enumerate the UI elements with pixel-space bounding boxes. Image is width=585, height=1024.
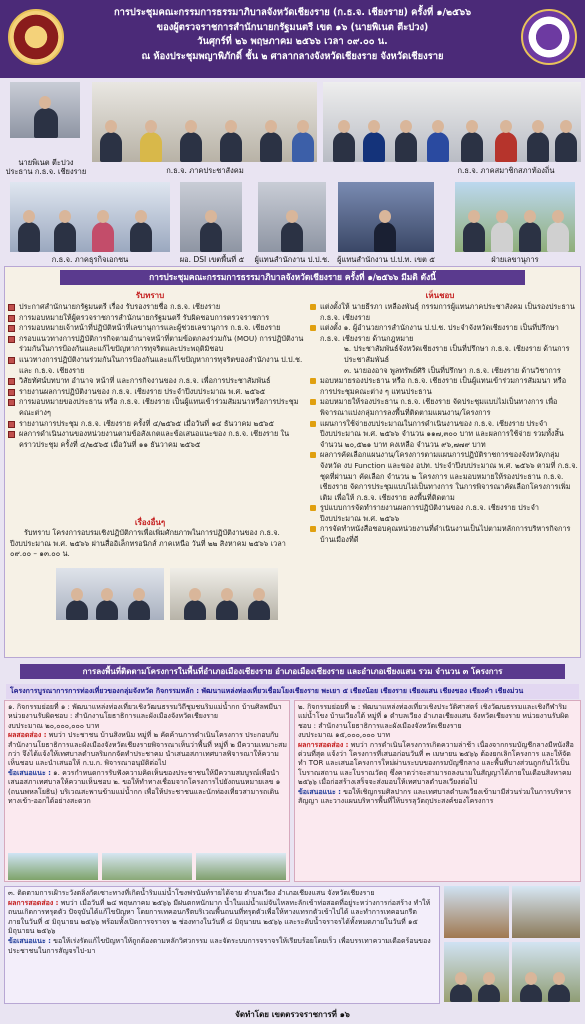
projects-bar: การลงพื้นที่ติดตามโครงการในพื้นที่อำเภอเมืองเชียงราย อำเภอเมืองเชียงราย และอำเภอเชียงแสน รวม จำนวน ๓ โครงการ [20, 664, 565, 679]
acknowledge-item: วิสัยทัศน์บทบาท อำนาจ หน้าที่ และการกิจงานของ ก.ธ.จ. เพื่อการประชาสัมพันธ์ [8, 376, 304, 387]
approve-item: แต่งตั้งให้ นายธีรภา เหลืองพันธุ์ กรรมการผู้แทนภาคประชาสังคม เป็นรองประธาน ก.ธ.จ. เชียงราย [310, 302, 578, 323]
acknowledge-item: รายงานผลการปฏิบัติงานของ ก.ธ.จ. เชียงราย ประจำปีงบประมาณ พ.ศ. ๒๕๖๕ [8, 387, 304, 398]
project-1-result: ผลสอดส่อง : พบว่า ประชาชน บ้านสิงหนิม หมู่ที่ ๒ คัดค้านการดำเนินโครงการ ประกอบกับสำนักงานโยธาธิการและผังเมืองจังหวัดเชียงรายพิจารณาเห็นว่าพื้นที่ หมู่ที่ ๒ มีความเหมาะสมกว่า จึงได้แจ้งให้เทศบาลตำบลริมกกจัดทำประชาคม นำเสนอสภาเทศบาลพิจารณาให้ความเห็นชอบ และนำเสนอให้ ก.บ.ก. พิจารณาอนุมัติต่อไป [8, 731, 288, 768]
acknowledge-item: กรอบแนวทางการปฏิบัติการกิจตามอำนาจหน้าที่ตามข้อตกลงร่วมกัน (MOU) การปฏิบัติงานร่วมกันในการป้องกันและแก้ไขปัญหาการทุจริตและประพฤติมิชอบ [8, 334, 304, 355]
project-3-suggest: ข้อเสนอแนะ : ขอให้เร่งรัดแก้ไขปัญหาให้ถูกต้องตามหลักวิศวกรรม และจัดระบบการจราจรให้เรียบร้อยโดยเร็ว เพื่อบรรเทาความเดือดร้อนของประชาชนในการสัญจรไป-มา [8, 936, 431, 955]
project-2-budget: งบประมาณ ๑๕,๐๐๐,๐๐๐ บาท [298, 731, 391, 740]
approve-title: เห็นชอบ [425, 291, 455, 300]
project-3-title: ๓. ติดตามการเฝ้าระวังตลิ่งกัดเซาะทางที่เกิดน้ำริมแม่น้ำโขงฟรนันท์รายได้จาย ตำบลเวียง อำเภอเชียงแสน จังหวัดเชียงราย [8, 889, 375, 897]
photo-site-1b [102, 853, 192, 880]
other-text: รับทราบ โครงการอบรมเชิงปฏิบัติการเพื่อเพิ่มศักยภาพในการปฏิบัติงานของ ก.ธ.จ. ปีงบประมาณ พ.ศ. ๒๕๖๖ ผ่านสื่ออิเล็กทรอนิกส์ ภาคเหนือ วันที่ ๒๒ สิงหาคม ๒๕๖๖ เวลา ๐๙.๐๐ – ๑๓.๐๐ น. [10, 528, 286, 559]
photo-site-3b [512, 886, 580, 938]
approve-list [310, 302, 578, 546]
photo-dsi [180, 182, 242, 252]
caption-social: ก.ธ.จ. ภาคประชาสังคม [166, 166, 244, 175]
photo-training-2 [170, 568, 278, 620]
caption-private: ก.ธ.จ. ภาคธุรกิจเอกชน [51, 255, 129, 264]
photo-ppt [258, 182, 326, 252]
project-1-title: ๑. กิจกรรมย่อยที่ ๑ : พัฒนาแหล่งท่องเที่ยวเชิงวัฒนธรรมวิถีชุมชนริมแม่น้ำกก บ้านศิลพมีนา หน่วยงานรับผิดชอบ : สำนักงานโยธาธิการและผังเมืองจังหวัดเชียงราย [8, 703, 282, 721]
photo-local [323, 82, 581, 162]
project-2-title: ๒. กิจกรรมย่อยที่ ๒ : พัฒนาแหล่งท่องเที่ยวเชิงประวัติศาสตร์ เชิงวัฒนธรรมและเชิงกีฬาริมแม่น้ำโขง บ้านเวียงใต้ หมู่ที่ ๑ ตำบลเวียง อำเภอเชียงแสน จังหวัดเชียงราย หน่วยงานรับผิดชอบ : สำนักงานโยธาธิการและผังเมืองจังหวัดเชียงราย [298, 703, 569, 730]
photo-social [92, 82, 317, 162]
acknowledge-item: ผลการดำเนินงานของหน่วยงานตามข้อสังเกตและข้อเสนอแนะของ ก.ธ.จ. เชียงราย ในคราวประชุม ครั้งที่ ๔/๒๕๖๕ เมื่อวันที่ ๑๑ ธันวาคม ๒๕๖๕ [8, 429, 304, 450]
acknowledge-item: แนวทางการปฏิบัติงานร่วมกันในการป้องกันและแก้ไขปัญหาการทุจริตของสำนักงาน ป.ป.ช. และ ก.ธ.จ. เชียงราย [8, 355, 304, 376]
header-line-1: การประชุมคณะกรรมการธรรมาภิบาลจังหวัดเชียงราย (ก.ธ.จ. เชียงราย) ครั้งที่ ๑/๒๕๖๖ [113, 7, 472, 18]
approve-item: แผนการใช้จ่ายงบประมาณในการดำเนินงานของ ก.ธ.จ. เชียงราย ประจำปีงบประมาณ พ.ศ. ๒๕๖๖ จำนวน ๑๑๗,๓๐๐ บาท และผลการใช้จ่าย รวมทั้งสิ้น จำนวน ๒๐,๕๒๑ บาท คงเหลือ จำนวน ๙๖,๗๗๙ บาท [310, 419, 578, 451]
approve-item: การจัดทำหนังสือชอบคุณหน่วยงานที่ดำเนินงานเป็นไปตามหลักการบริหารกิจการบ้านเมืองที่ดี [310, 524, 578, 545]
caption-local: ก.ธ.จ. ภาคสมาชิกสภาท้องถิ่น [457, 166, 555, 175]
approve-item: มอบหมายให้รองประธาน ก.ธ.จ. เชียงราย จัดประชุมแบบไม่เป็นทางการ เพื่อพิจารณาแบ่งกลุ่มการลงพื้นที่ติดตามแผนงาน/โครงการ [310, 397, 578, 418]
photo-site-3d [512, 942, 580, 1002]
acknowledge-title: รับทราบ [135, 291, 165, 300]
photo-site-1c [196, 853, 286, 880]
project-1-suggest: ข้อเสนอแนะ : ๑. ควรกำหนดการรับฟังความคิดเห็นของประชาชนให้มีความสมบูรณ์เพื่อนำเสนอสภาเทศบาลให้ความเห็นชอบ ๒. ขอให้ทำทางเชื่อมจากโครงการไปยังถนนหมายเลข ๑ (ถนนพหลโยธิน) บริเวณสะพานข้ามแม่น้ำกก เพื่อให้ประชาชนและนักท่องเที่ยวสามารถเดินทางเข้า-ออกได้อย่างสะดวก [8, 768, 281, 806]
approve-item: ผลการคัดเลือกแผนงาน/โครงการตามแผนการปฏิบัติราชการของจังหวัด/กลุ่มจังหวัด งบ Function และของ อปท. ประจำปีงบประมาณ พ.ศ. ๒๕๖๖ ตามที่ ก.ธ.จ. ชุดที่ผ่านมา คัดเลือก จำนวน ๒ โครงการ และมอบหมายให้รองประธาน ก.ธ.จ. เชียงราย จัดการประชุมแบบไม่เป็นทางการ ในการพิจารณาคัดเลือกโครงการเพิ่มเติม เพื่อให้ ก.ธ.จ. เชียงราย ลงพื้นที่ติดตาม [310, 450, 578, 503]
photo-private [10, 182, 170, 252]
caption-dsi: ผอ. DSI เขตพื้นที่ ๕ [179, 255, 245, 264]
photo-ppt2 [338, 182, 434, 252]
project-2-suggest: ข้อเสนอแนะ : ขอให้เชิญกรมศิลปากร และเทศบาลตำบลเวียงเข้ามามีส่วนร่วมในการบริหารสัญญา และวางแผนบริหารพื้นที่ให้บรรลุวัตถุประสงค์ของโครงการ [298, 787, 572, 806]
footer-credit: จัดทำโดย เขตตรวจราชการที่ ๑๖ [235, 1010, 350, 1019]
acknowledge-item: การมอบหมายของประธาน หรือ ก.ธ.จ. เชียงราย เป็นผู้แทนเข้าร่วมสัมมนาหรือการประชุมคณะต่างๆ [8, 397, 304, 418]
acknowledge-list [8, 302, 304, 450]
projects-subtitle: โครงการบูรณาการการท่องเที่ยวของกลุ่มจังหวัด กิจกรรมหลัก : พัฒนาแหล่งท่องเที่ยวเชื่อมโยงเชียงราย พะเยา ๕ เชียงน้อย เชียงราย เชียงแสน เชียงของ เชียงคำ เชียงม่วน [6, 684, 579, 699]
header-banner [0, 0, 585, 78]
project-2-result: ผลการสอดส่อง : พบว่า การดำเนินโครงการเกิดความล่าช้า เนื่องจากกรมบัญชีกลางมีหนังสือด่วนที่สุด แจ้งว่า โครงการที่เสนอก่อนวันที่ ๓ เมษายน ๒๕๖๖ ต้องยกเลิกโครงการ และให้จัดทำ TOR และเสนอโครงการใหม่ผ่านระบบของกรมบัญชีกลาง และพื้นที่บางส่วนถูกกันไว้เป็นโบราณสถาน และโบราณวัตถุ ซึ่งคาดว่าจะสามารถลงนามในสัญญาได้ภายในเดือนสิงหาคม ๒๕๖๖ เมื่อก่อสร้างเสร็จจะส่งมอบให้เทศบาลตำบลเวียงต่อไป [298, 740, 574, 787]
other-title: เรื่องอื่นๆ [134, 518, 166, 527]
project-3-text [8, 889, 436, 956]
project-3-result: ผลการสอดส่อง : พบว่า เมื่อวันที่ ๒๔ พฤษภาคม ๒๕๖๖ มีฝนตกหนักมาก น้ำในแม่น้ำแม่จันไหลทะลักเข้าท่อสอดที่อยู่ระหว่างการก่อสร้าง ทำให้ถนนเกิดการทรุดตัว ปัจจุบันได้แก้ไขปัญหา โดยการเทคอนกรีตบริเวณพื้นถนนที่ทรุดตัวเพื่อให้ทางแทรกตัวเข้าไปได้ และทำการเทคอนกรีตภายในวันที่ ๕ มิถุนายน ๒๕๖๖ พร้อมทั้งเปิดการจราจร ๒ ช่องทางในวันที่ ๘ มิถุนายน ๒๕๖๖ และระดับน้ำจราจรได้ทั้งหมดภายในวันที่ ๑๕ มิถุนายน ๒๕๖๖ [8, 898, 431, 936]
acknowledge-item: การมอบหมายเจ้าหน้าที่ปฏิบัติหน้าที่เลขานุการและผู้ช่วยเลขานุการ ก.ธ.จ. เชียงราย [8, 323, 304, 334]
photo-secretary [455, 182, 575, 252]
photo-training-1 [56, 568, 164, 620]
project-2-text [298, 703, 578, 806]
photo-site-3c [444, 942, 509, 1002]
approve-item: รูปแบบการจัดทำรายงานผลการปฏิบัติงานของ ก.ธ.จ. เชียงราย ประจำปีงบประมาณ พ.ศ. ๒๕๖๖ [310, 503, 578, 524]
caption-secretary: ฝ่ายเลขานุการ [491, 255, 539, 264]
header-line-3: วันศุกร์ที่ ๒๖ พฤษภาคม ๒๕๖๖ เวลา ๐๙.๐๐ น. [197, 36, 388, 47]
header-line-4: ณ ห้องประชุมพญาพิภักดิ์ ชั้น ๒ ศาลากลางจังหวัดเชียงราย จังหวัดเชียงราย [141, 50, 444, 62]
acknowledge-item: รายงานการประชุม ก.ธ.จ. เชียงราย ครั้งที่ ๔/๒๕๖๕ เมื่อวันที่ ๑๔ ธันวาคม ๒๕๖๕ [8, 419, 304, 430]
approve-item: ๒. ประชาสัมพันธ์จังหวัดเชียงราย เป็นที่ปรึกษา ก.ธ.จ. เชียงราย ด้านการประชาสัมพันธ์ [344, 344, 570, 364]
header-line-2: ของผู้ตรวจราชการสำนักนายกรัฐมนตรี เขต ๑๖ (นายพิเนต ตีะปวง) [156, 21, 429, 33]
project-1-budget: งบประมาณ ๒๐,๐๐๐,๐๐๐ บาท [8, 721, 100, 730]
photo-site-1a [8, 853, 98, 880]
approve-item: ๓. นายองอาจ พูลทรัพย์ศิริ เป็นที่ปรึกษา ก.ธ.จ. เชียงราย ด้านวิชาการ [344, 365, 561, 375]
project-1-text [8, 703, 288, 806]
caption-ppt: ผู้แทนสำนักงาน ป.ป.ช. [254, 255, 330, 264]
photo-site-3a [444, 886, 509, 938]
emblem-logo-left [8, 9, 64, 65]
approve-item: แต่งตั้ง ๑. ผู้อำนวยการสำนักงาน ป.ป.ช. ประจำจังหวัดเชียงราย เป็นที่ปรึกษา ก.ธ.จ. เชียงราย ด้านกฎหมาย [310, 323, 578, 344]
meeting-bar: การประชุมคณะกรรมการธรรมาภิบาลจังหวัดเชียงราย ครั้งที่ ๑/๒๕๖๖ มีมติ ดังนี้ [60, 270, 525, 285]
caption-chair: นายพิเนต ตีะปวง ประธาน ก.ธ.จ. เชียงราย [5, 158, 87, 176]
approve-item: มอบหมายรองประธาน หรือ ก.ธ.จ. เชียงราย เป็นผู้แทนเข้าร่วมการสัมมนา หรือการประชุมคณะต่าง ๆ แทนประธาน [310, 376, 578, 397]
acknowledge-item: ประกาศสำนักนายกรัฐมนตรี เรื่อง รับรองรายชื่อ ก.ธ.จ. เชียงราย [8, 302, 304, 313]
photo-chair [10, 82, 80, 138]
acknowledge-item: การมอบหมายให้ผู้ตรวจราชการสำนักนายกรัฐมนตรี รับผิดชอบการตรวจราชการ [8, 313, 304, 324]
emblem-logo-right [521, 9, 577, 65]
caption-ppt2: ผู้แทนสำนักงาน ป.ป.ท. เขต ๕ [337, 255, 435, 264]
